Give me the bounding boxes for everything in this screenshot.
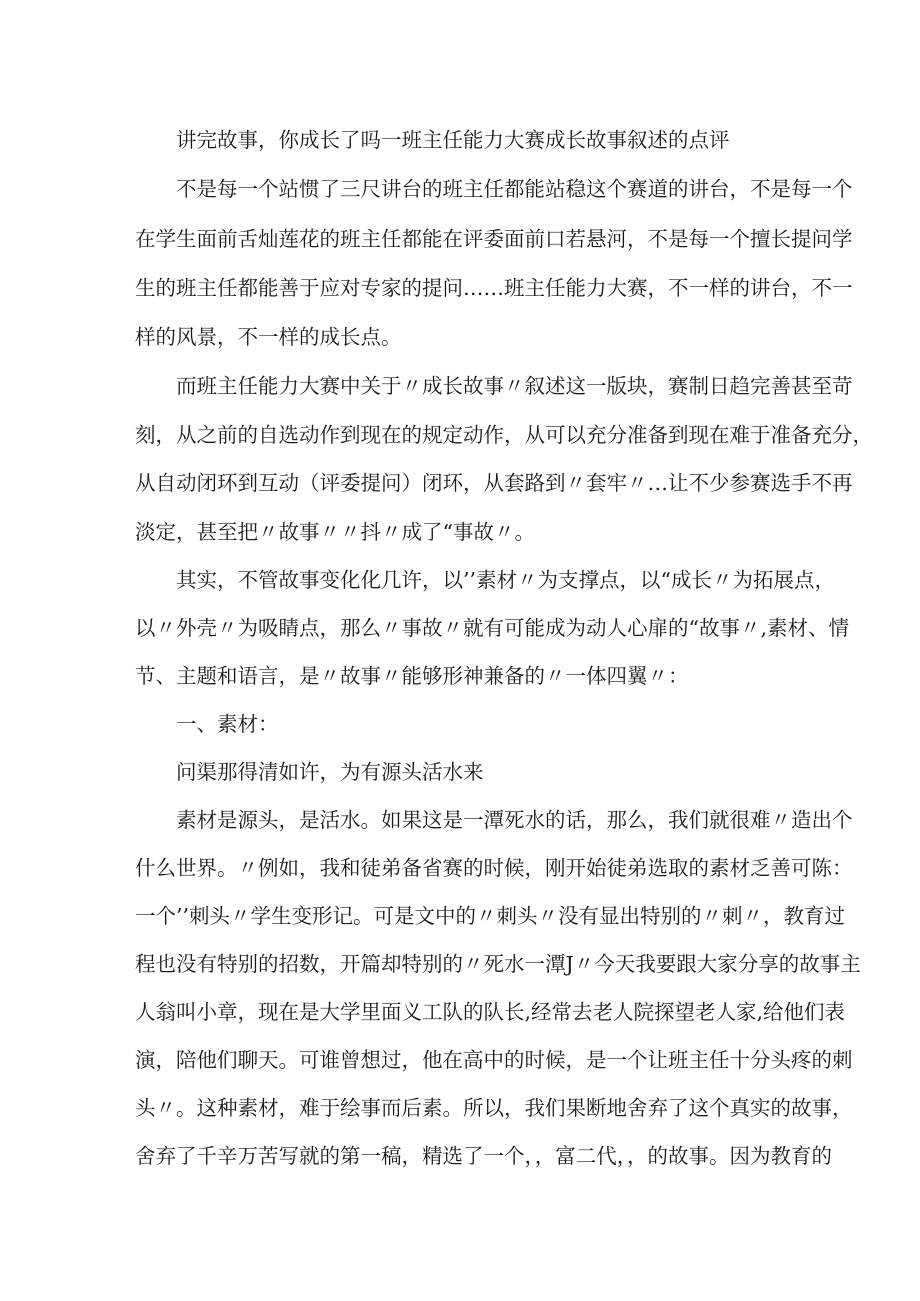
paragraph-intro-line: 生的班主任都能善于应对专家的提问……班主任能力大赛，不一样的讲台，不一 <box>135 276 853 300</box>
paragraph-material-line: 什么世界。〃例如，我和徒弟备省赛的时候，刚开始徒弟选取的素材乏善可陈： <box>135 856 853 880</box>
paragraph-rules-line: 刻，从之前的自选动作到现在的规定动作，从可以充分准备到现在难于准备充分， <box>135 423 873 447</box>
paragraph-material-line: 素材是源头，是活水。如果这是一潭死水的话，那么，我们就很难〃造出个 <box>176 808 853 832</box>
document-title: 讲完故事，你成长了吗一班主任能力大赛成长故事叙述的点评 <box>176 128 730 152</box>
paragraph-four-wings-line: 其实，不管故事变化化几许，以’’素材〃为支撑点，以“成长〃为拓展点， <box>176 568 836 592</box>
paragraph-material-line: 头〃。这种素材，难于绘事而后素。所以，我们果断地舍弃了这个真实的故事， <box>135 1096 853 1120</box>
paragraph-intro-line: 在学生面前舌灿莲花的班主任都能在评委面前口若悬河，不是每一个擅长提问学 <box>135 227 853 251</box>
paragraph-four-wings-line: 以〃外壳〃为吸睛点，那么〃事故〃就有可能成为动人心扉的“故事〃,素材、情 <box>135 616 849 640</box>
section-subtitle-source: 问渠那得清如许，为有源头活水来 <box>176 760 484 784</box>
section-heading-material: 一、素材： <box>176 712 279 736</box>
paragraph-rules-line: 淡定，甚至把〃故事〃〃抖〃成了“事故〃。 <box>135 520 535 544</box>
paragraph-material-line: 人翁叫小章，现在是大学里面义工队的队长,经常去老人院探望老人家,给他们表 <box>135 1000 846 1024</box>
paragraph-material-line: 程也没有特别的招数，开篇却特别的〃死水一潭J〃今天我要跟大家分享的故事主 <box>135 952 861 976</box>
paragraph-rules-line: 而班主任能力大赛中关于〃成长故事〃叙述这一版块，赛制日趋完善甚至苛 <box>176 374 853 398</box>
paragraph-material-line: 演，陪他们聊天。可谁曾想过，他在高中的时候，是一个让班主任十分头疼的刺 <box>135 1048 853 1072</box>
paragraph-four-wings-line: 节、主题和语言，是〃故事〃能够形神兼备的〃一体四翼〃： <box>135 664 689 688</box>
paragraph-material-line: 舍弃了千辛万苦写就的第一稿，精选了一个，，富二代，，的故事。因为教育的 <box>135 1144 832 1168</box>
paragraph-intro-line: 样的风景，不一样的成长点。 <box>135 325 402 349</box>
paragraph-rules-line: 从自动闭环到互动（评委提问）闭环，从套路到〃套牢〃…让不少参赛选手不再 <box>135 471 853 495</box>
paragraph-material-line: 一个’’刺头〃学生变形记。可是文中的〃刺头〃没有显出特别的〃刺〃，教育过 <box>135 904 846 928</box>
paragraph-intro-line: 不是每一个站惯了三尺讲台的班主任都能站稳这个赛道的讲台，不是每一个 <box>176 177 853 201</box>
